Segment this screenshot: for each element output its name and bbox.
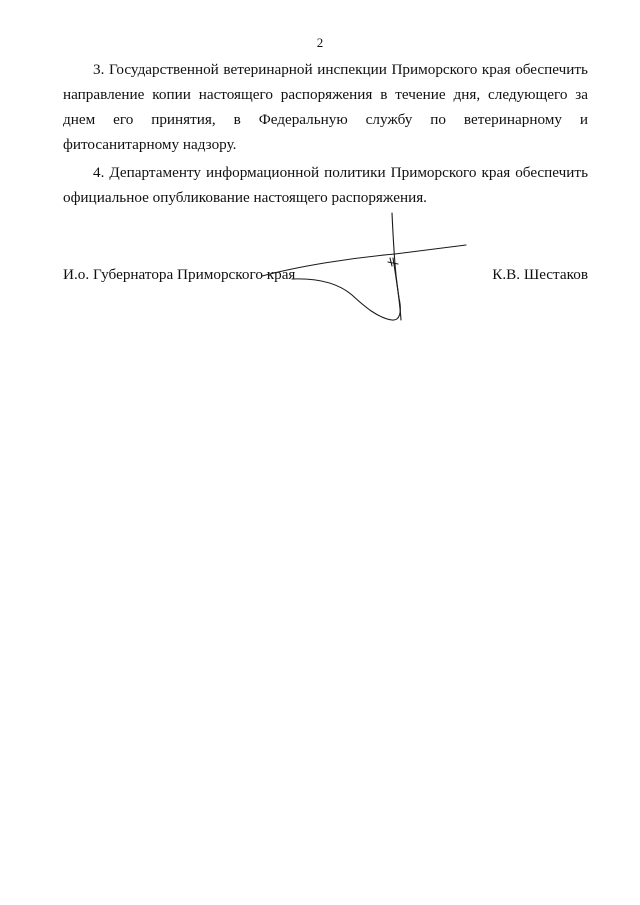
- paragraph-3: 3. Государственной ветеринарной инспекции Приморского края обеспечить направление копии настоящего распоряжения в течение дня, следующего за днем его принятия, в Федеральную службу по ветеринарному и фитосанитарному надзору.: [63, 61, 588, 153]
- paragraph-4: 4. Департаменту информационной политики Приморского края обеспечить официальное опубликование настоящего распоряжения.: [63, 164, 588, 206]
- page-number: 2: [316, 35, 324, 50]
- signature-block: [63, 263, 588, 287]
- document-body: [63, 57, 588, 213]
- signer-title: И.о. Губернатора Приморского края: [63, 266, 296, 283]
- signer-name: К.В. Шестаков: [492, 266, 588, 283]
